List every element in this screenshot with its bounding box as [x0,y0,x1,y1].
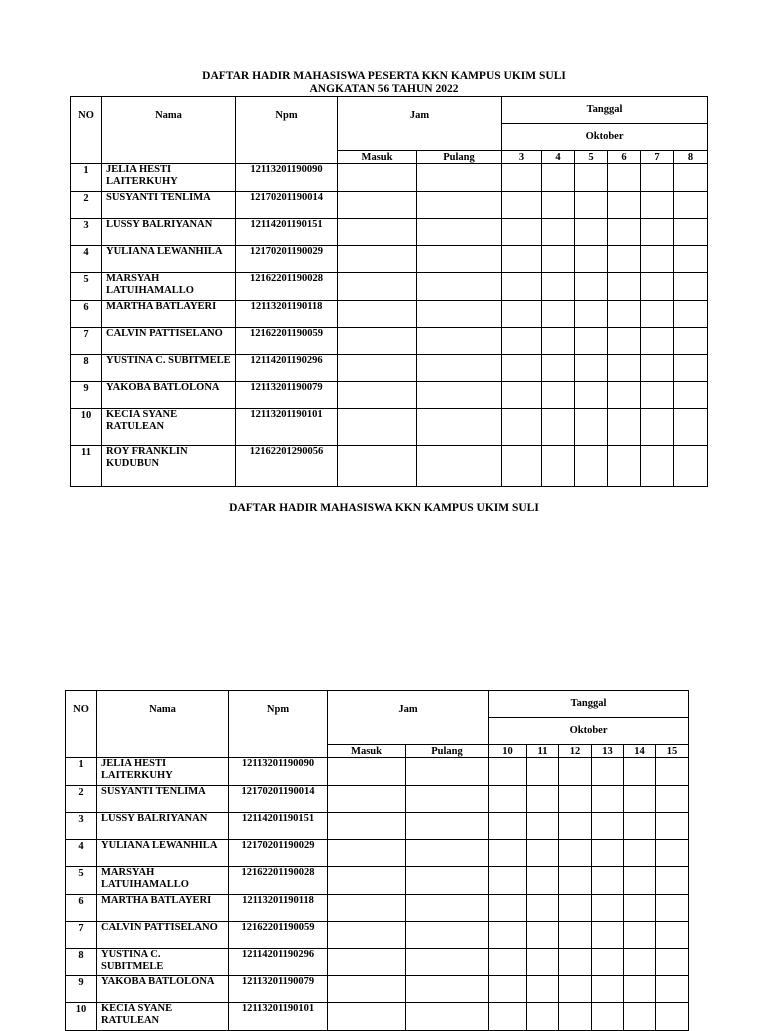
masuk-cell[interactable] [328,949,406,976]
attendance-cell[interactable] [592,813,624,840]
attendance-cell[interactable] [527,867,559,895]
student-npm: 12113201190090 [236,164,338,192]
attendance-cell[interactable] [641,328,674,355]
attendance-cell[interactable] [608,219,641,246]
header-day: 15 [656,745,689,758]
attendance-cell[interactable] [527,922,559,949]
attendance-cell[interactable] [542,246,575,273]
header-no: NO [71,97,102,164]
attendance-cell[interactable] [489,1003,527,1031]
attendance-cell[interactable] [624,813,656,840]
student-npm: 12113201190101 [236,409,338,446]
attendance-cell[interactable] [542,192,575,219]
header-npm: Npm [229,691,328,758]
attendance-cell[interactable] [559,813,592,840]
attendance-cell[interactable] [489,895,527,922]
student-name: MARSYAH LATUIHAMALLO [102,273,236,301]
table-row [66,758,689,786]
attendance-cell[interactable] [502,382,542,409]
pulang-cell[interactable] [406,949,489,976]
attendance-cell[interactable] [527,976,559,1003]
row-number: 8 [66,949,97,976]
attendance-cell[interactable] [624,867,656,895]
row-number: 7 [71,328,102,355]
student-npm: 12162201190059 [236,328,338,355]
attendance-cell[interactable] [542,219,575,246]
pulang-cell[interactable] [406,895,489,922]
row-number: 3 [71,219,102,246]
attendance-cell[interactable] [559,840,592,867]
header-jam: Jam [328,691,489,745]
table-row [71,164,708,192]
masuk-cell[interactable] [328,867,406,895]
attendance-cell[interactable] [674,301,708,328]
attendance-cell[interactable] [502,355,542,382]
header-day: 4 [542,151,575,164]
pulang-cell[interactable] [417,301,502,328]
attendance-cell[interactable] [624,895,656,922]
attendance-cell[interactable] [624,949,656,976]
student-name: YULIANA LEWANHILA [97,840,229,867]
attendance-cell[interactable] [527,1003,559,1031]
attendance-cell[interactable] [656,813,689,840]
table-row [66,840,689,867]
attendance-cell[interactable] [674,164,708,192]
attendance-cell[interactable] [656,976,689,1003]
masuk-cell[interactable] [328,786,406,813]
student-name: YUSTINA C. SUBITMELE [102,355,236,382]
student-npm: 12162201290056 [236,446,338,487]
attendance-cell[interactable] [559,976,592,1003]
attendance-cell[interactable] [641,446,674,487]
attendance-cell[interactable] [489,758,527,786]
attendance-cell[interactable] [559,786,592,813]
student-name: YUSTINA C. SUBITMELE [97,949,229,976]
attendance-cell[interactable] [575,409,608,446]
attendance-cell[interactable] [575,301,608,328]
header-day: 11 [527,745,559,758]
attendance-cell[interactable] [489,840,527,867]
row-number: 5 [66,867,97,895]
attendance-cell[interactable] [674,219,708,246]
header-tanggal: Tanggal [489,691,689,718]
attendance-cell[interactable] [592,758,624,786]
header-masuk: Masuk [328,745,406,758]
table-row [71,409,708,446]
header-pulang: Pulang [406,745,489,758]
attendance-cell[interactable] [502,409,542,446]
masuk-cell[interactable] [328,895,406,922]
student-name: JELIA HESTI LAITERKUHY [102,164,236,192]
attendance-cell[interactable] [559,949,592,976]
masuk-cell[interactable] [338,409,417,446]
attendance-cell[interactable] [608,355,641,382]
student-npm: 12162201190059 [229,922,328,949]
table-row [66,786,689,813]
table-row [71,382,708,409]
table-row [66,922,689,949]
attendance-cell[interactable] [592,976,624,1003]
attendance-cell[interactable] [502,328,542,355]
attendance-cell[interactable] [559,867,592,895]
attendance-cell[interactable] [575,382,608,409]
row-number: 2 [66,786,97,813]
student-npm: 12114201190296 [229,949,328,976]
student-npm: 12170201190029 [229,840,328,867]
attendance-cell[interactable] [502,219,542,246]
attendance-cell[interactable] [608,164,641,192]
attendance-cell[interactable] [489,786,527,813]
attendance-cell[interactable] [624,840,656,867]
pulang-cell[interactable] [417,192,502,219]
attendance-cell[interactable] [542,301,575,328]
student-npm: 12162201190028 [229,867,328,895]
table-row [66,867,689,895]
attendance-cell[interactable] [608,382,641,409]
attendance-cell[interactable] [527,786,559,813]
attendance-cell[interactable] [502,192,542,219]
attendance-cell[interactable] [624,758,656,786]
attendance-cell[interactable] [624,1003,656,1031]
pulang-cell[interactable] [417,164,502,192]
attendance-cell[interactable] [542,409,575,446]
pulang-cell[interactable] [417,446,502,487]
attendance-cell[interactable] [502,273,542,301]
row-number: 5 [71,273,102,301]
masuk-cell[interactable] [338,446,417,487]
attendance-cell[interactable] [559,758,592,786]
header-pulang: Pulang [417,151,502,164]
student-npm: 12113201190079 [236,382,338,409]
attendance-cell[interactable] [489,813,527,840]
attendance-cell[interactable] [674,273,708,301]
table-row [71,328,708,355]
attendance-cell[interactable] [624,976,656,1003]
attendance-cell[interactable] [527,895,559,922]
student-npm: 12170201190014 [236,192,338,219]
student-name: MARSYAH LATUIHAMALLO [97,867,229,895]
student-npm: 12170201190029 [236,246,338,273]
masuk-cell[interactable] [328,1003,406,1031]
pulang-cell[interactable] [406,813,489,840]
attendance-cell[interactable] [559,895,592,922]
masuk-cell[interactable] [328,840,406,867]
pulang-cell[interactable] [417,246,502,273]
attendance-cell[interactable] [624,786,656,813]
student-npm: 12114201190151 [236,219,338,246]
attendance-cell[interactable] [656,895,689,922]
table-row [66,949,689,976]
attendance-cell[interactable] [641,273,674,301]
attendance-cell[interactable] [674,246,708,273]
attendance-cell[interactable] [575,219,608,246]
masuk-cell[interactable] [328,758,406,786]
attendance-cell[interactable] [542,328,575,355]
attendance-cell[interactable] [542,164,575,192]
attendance-cell[interactable] [592,867,624,895]
attendance-cell[interactable] [674,446,708,487]
header-nama: Nama [97,691,229,758]
attendance-table-2 [65,690,689,1031]
student-name: YULIANA LEWANHILA [102,246,236,273]
student-name: SUSYANTI TENLIMA [102,192,236,219]
attendance-cell[interactable] [575,192,608,219]
pulang-cell[interactable] [406,840,489,867]
student-name: JELIA HESTI LAITERKUHY [97,758,229,786]
attendance-cell[interactable] [542,382,575,409]
header-masuk: Masuk [338,151,417,164]
student-name: CALVIN PATTISELANO [97,922,229,949]
header-day: 10 [489,745,527,758]
pulang-cell[interactable] [406,976,489,1003]
attendance-cell[interactable] [542,446,575,487]
pulang-cell[interactable] [417,409,502,446]
student-name: ROY FRANKLIN KUDUBUN [102,446,236,487]
header-jam: Jam [338,97,502,151]
student-npm: 12113201190079 [229,976,328,1003]
attendance-cell[interactable] [559,1003,592,1031]
attendance-cell[interactable] [559,922,592,949]
attendance-cell[interactable] [674,192,708,219]
student-name: CALVIN PATTISELANO [102,328,236,355]
attendance-cell[interactable] [656,840,689,867]
student-name: KECIA SYANE RATULEAN [102,409,236,446]
table-row [66,813,689,840]
masuk-cell[interactable] [338,164,417,192]
student-name: YAKOBA BATLOLONA [102,382,236,409]
masuk-cell[interactable] [338,246,417,273]
attendance-cell[interactable] [641,246,674,273]
student-name: SUSYANTI TENLIMA [97,786,229,813]
attendance-cell[interactable] [641,382,674,409]
student-npm: 12113201190118 [229,895,328,922]
attendance-cell[interactable] [592,840,624,867]
title-line-2: ANGKATAN 56 TAHUN 2022 [309,83,459,95]
row-number: 4 [66,840,97,867]
pulang-cell[interactable] [406,867,489,895]
attendance-cell[interactable] [592,922,624,949]
attendance-cell[interactable] [608,409,641,446]
attendance-cell[interactable] [592,895,624,922]
attendance-cell[interactable] [608,446,641,487]
attendance-cell[interactable] [656,1003,689,1031]
student-npm: 12114201190151 [229,813,328,840]
student-npm: 12162201190028 [236,273,338,301]
row-number: 10 [66,1003,97,1031]
attendance-table-1 [70,96,708,487]
attendance-cell[interactable] [641,409,674,446]
attendance-cell[interactable] [592,786,624,813]
attendance-cell[interactable] [674,382,708,409]
attendance-cell[interactable] [641,164,674,192]
attendance-cell[interactable] [527,949,559,976]
attendance-cell[interactable] [542,273,575,301]
attendance-cell[interactable] [641,355,674,382]
document-title-2: DAFTAR HADIR MAHASISWA KKN KAMPUS UKIM SULI [229,502,539,514]
row-number: 4 [71,246,102,273]
table-row [71,192,708,219]
attendance-cell[interactable] [575,273,608,301]
header-day: 7 [641,151,674,164]
row-number: 11 [71,446,102,487]
row-number: 1 [71,164,102,192]
student-name: KECIA SYANE RATULEAN [97,1003,229,1031]
pulang-cell[interactable] [417,219,502,246]
table-row [66,895,689,922]
attendance-cell[interactable] [674,409,708,446]
attendance-cell[interactable] [608,192,641,219]
table-row [66,1003,689,1031]
student-npm: 12113201190101 [229,1003,328,1031]
table-row [71,301,708,328]
document-title [0,70,768,96]
masuk-cell[interactable] [338,382,417,409]
header-day: 5 [575,151,608,164]
row-number: 9 [71,382,102,409]
row-number: 8 [71,355,102,382]
student-npm: 12170201190014 [229,786,328,813]
attendance-cell[interactable] [502,246,542,273]
row-number: 9 [66,976,97,1003]
student-name: MARTHA BATLAYERI [97,895,229,922]
student-name: LUSSY BALRIYANAN [97,813,229,840]
attendance-cell[interactable] [656,922,689,949]
table-row [71,446,708,487]
row-number: 2 [71,192,102,219]
header-day: 8 [674,151,708,164]
student-name: LUSSY BALRIYANAN [102,219,236,246]
header-tanggal: Tanggal [502,97,708,124]
header-day: 13 [592,745,624,758]
row-number: 6 [71,301,102,328]
pulang-cell[interactable] [417,273,502,301]
header-day: 12 [559,745,592,758]
attendance-cell[interactable] [489,976,527,1003]
attendance-cell[interactable] [502,301,542,328]
table-row [71,219,708,246]
table-row [71,355,708,382]
student-name: MARTHA BATLAYERI [102,301,236,328]
masuk-cell[interactable] [338,273,417,301]
attendance-cell[interactable] [608,328,641,355]
pulang-cell[interactable] [406,922,489,949]
attendance-cell[interactable] [489,949,527,976]
attendance-cell[interactable] [641,192,674,219]
table-row [71,273,708,301]
masuk-cell[interactable] [328,976,406,1003]
header-npm: Npm [236,97,338,164]
student-npm: 12113201190090 [229,758,328,786]
attendance-cell[interactable] [502,446,542,487]
table-row [71,246,708,273]
attendance-cell[interactable] [656,949,689,976]
attendance-cell[interactable] [489,867,527,895]
attendance-cell[interactable] [489,922,527,949]
attendance-cell[interactable] [656,867,689,895]
attendance-cell[interactable] [624,922,656,949]
attendance-cell[interactable] [527,758,559,786]
row-number: 1 [66,758,97,786]
attendance-cell[interactable] [608,246,641,273]
title-line-1: DAFTAR HADIR MAHASISWA PESERTA KKN KAMPUS UKIM SULI [202,70,566,82]
attendance-cell[interactable] [656,758,689,786]
attendance-cell[interactable] [527,840,559,867]
attendance-cell[interactable] [592,949,624,976]
attendance-cell[interactable] [575,328,608,355]
masuk-cell[interactable] [338,219,417,246]
row-number: 6 [66,895,97,922]
header-day: 3 [502,151,542,164]
header-nama: Nama [102,97,236,164]
attendance-cell[interactable] [575,164,608,192]
attendance-cell[interactable] [608,301,641,328]
masuk-cell[interactable] [328,813,406,840]
masuk-cell[interactable] [338,355,417,382]
pulang-cell[interactable] [417,355,502,382]
attendance-cell[interactable] [641,301,674,328]
attendance-cell[interactable] [575,246,608,273]
student-name: YAKOBA BATLOLONA [97,976,229,1003]
attendance-cell[interactable] [641,219,674,246]
pulang-cell[interactable] [417,382,502,409]
attendance-cell[interactable] [502,164,542,192]
masuk-cell[interactable] [338,328,417,355]
attendance-cell[interactable] [575,446,608,487]
student-npm: 12113201190118 [236,301,338,328]
student-npm: 12114201190296 [236,355,338,382]
pulang-cell[interactable] [417,328,502,355]
attendance-cell[interactable] [608,273,641,301]
row-number: 3 [66,813,97,840]
attendance-cell[interactable] [542,355,575,382]
attendance-cell[interactable] [592,1003,624,1031]
pulang-cell[interactable] [406,758,489,786]
attendance-cell[interactable] [575,355,608,382]
attendance-cell[interactable] [656,786,689,813]
masuk-cell[interactable] [338,301,417,328]
masuk-cell[interactable] [338,192,417,219]
header-month: Oktober [489,718,689,745]
header-day: 14 [624,745,656,758]
attendance-cell[interactable] [674,355,708,382]
pulang-cell[interactable] [406,786,489,813]
attendance-cell[interactable] [674,328,708,355]
header-day: 6 [608,151,641,164]
attendance-cell[interactable] [527,813,559,840]
header-month: Oktober [502,124,708,151]
table-row [66,976,689,1003]
masuk-cell[interactable] [328,922,406,949]
pulang-cell[interactable] [406,1003,489,1031]
header-no: NO [66,691,97,758]
row-number: 7 [66,922,97,949]
row-number: 10 [71,409,102,446]
